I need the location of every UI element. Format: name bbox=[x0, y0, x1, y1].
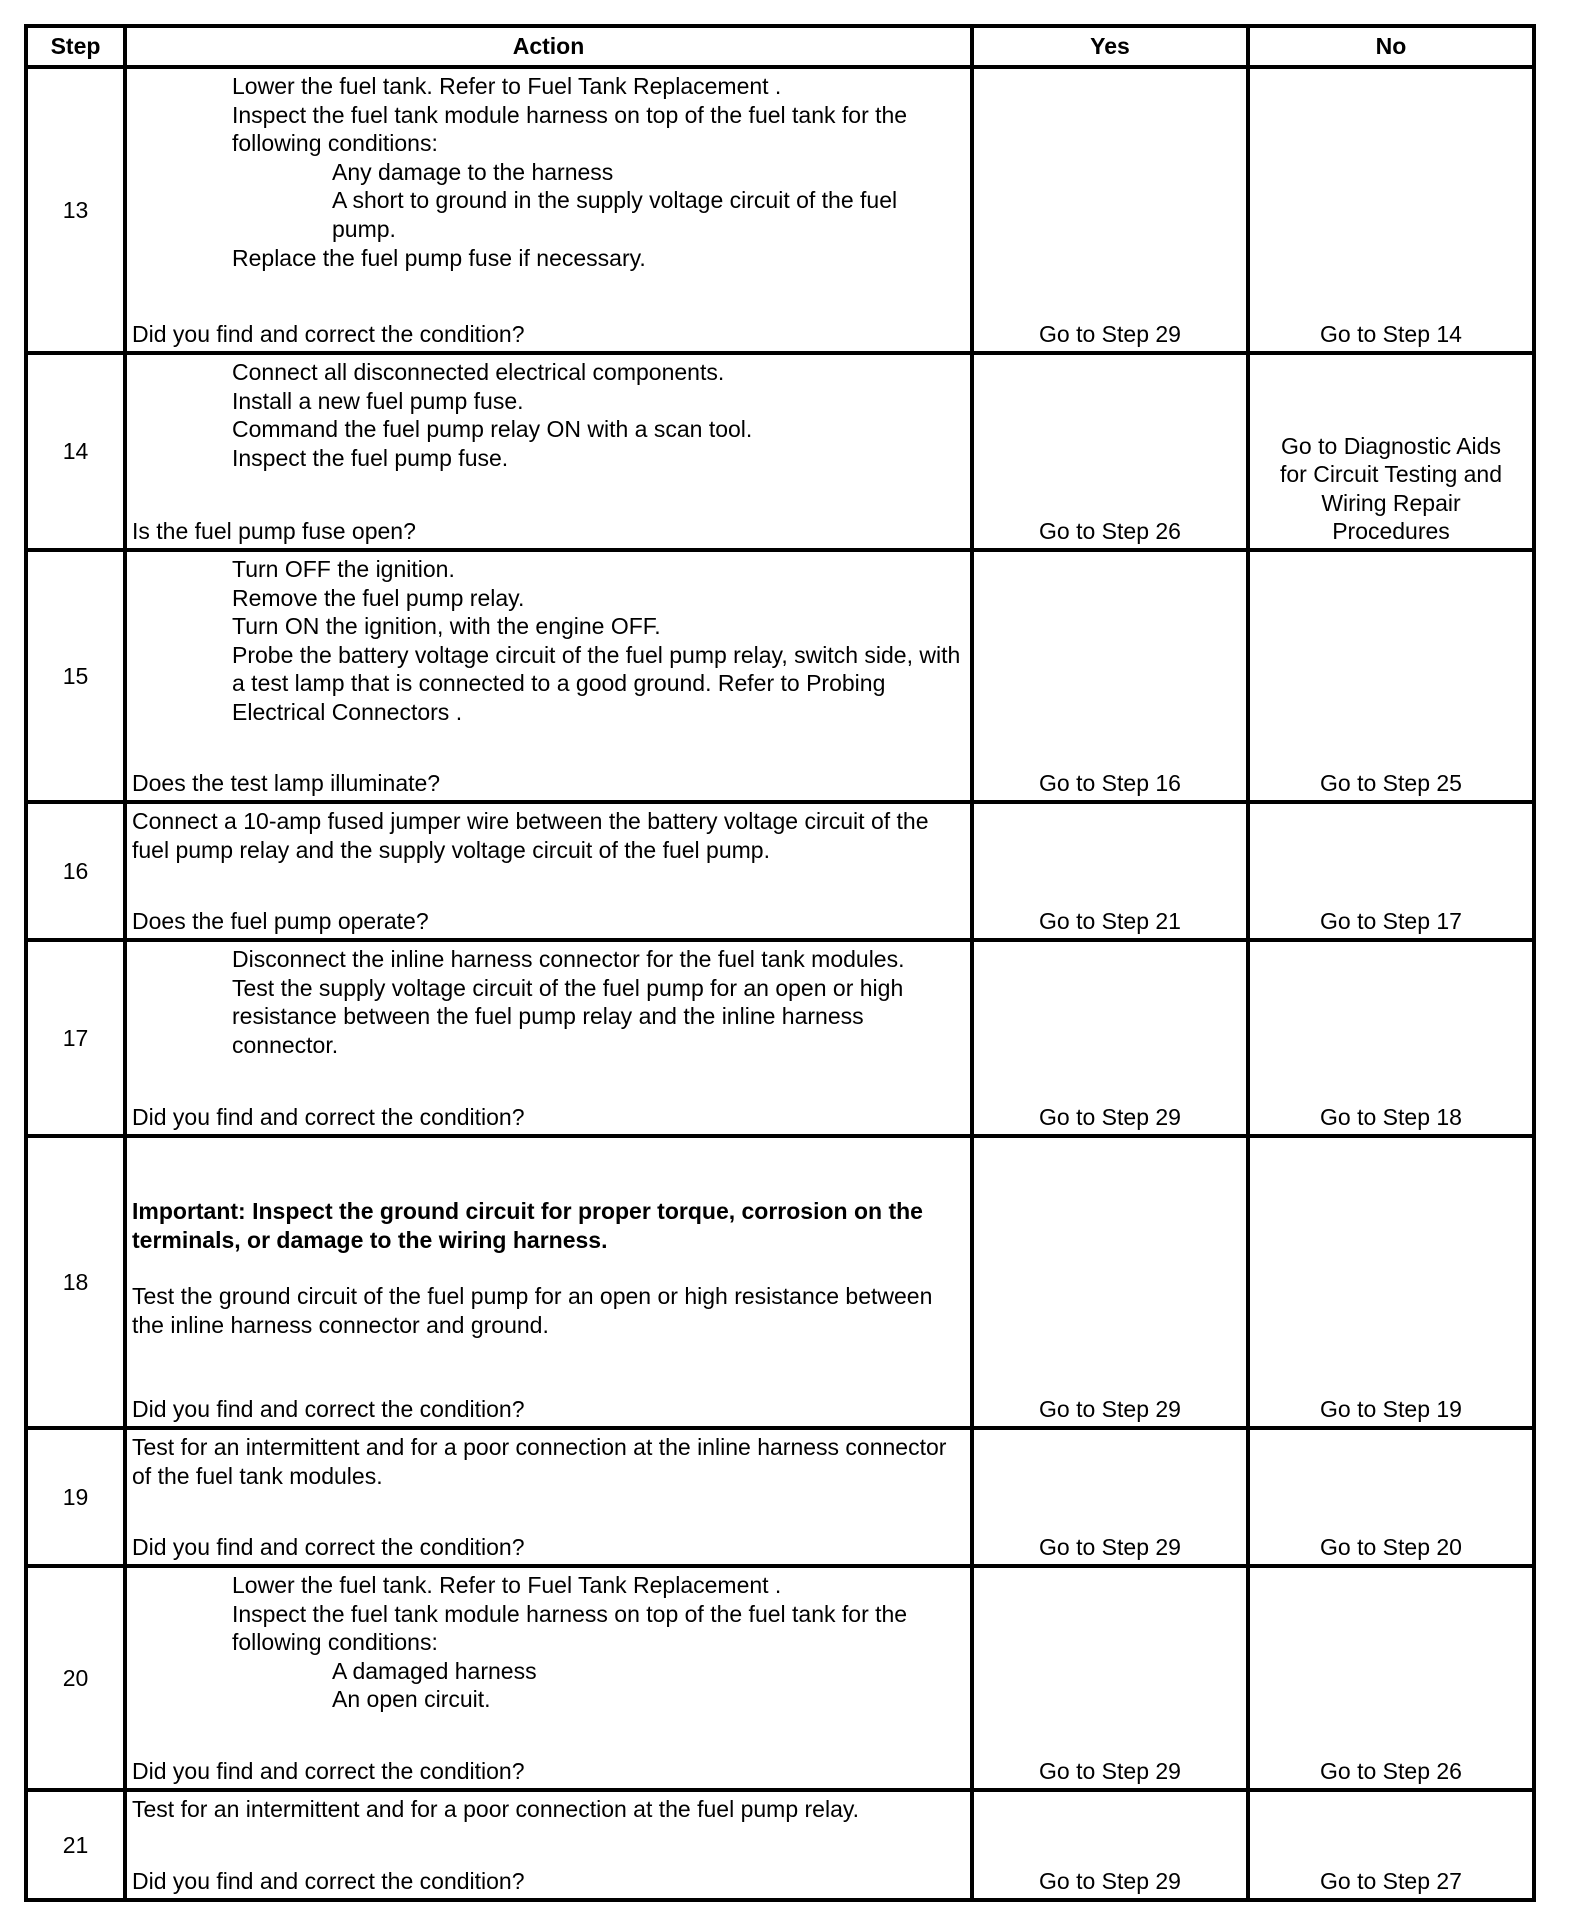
no-cell: Go to Step 20 bbox=[1248, 1428, 1534, 1566]
yes-cell: Go to Step 29 bbox=[972, 1790, 1248, 1900]
action-cell bbox=[125, 1136, 972, 1428]
action-question: Does the test lamp illuminate? bbox=[132, 770, 441, 797]
diagnostic-table bbox=[24, 24, 1536, 1902]
yes-cell: Go to Step 16 bbox=[972, 550, 1248, 802]
no-line: Go to Diagnostic Aids bbox=[1281, 432, 1501, 459]
action-subline: A damaged harness bbox=[332, 1657, 537, 1684]
action-line: Inspect the fuel tank module harness on top of the fuel tank for the following conditions: bbox=[232, 101, 908, 157]
step-number: 17 bbox=[26, 940, 125, 1136]
no-cell: Go to Step 17 bbox=[1248, 802, 1534, 940]
action-line: Lower the fuel tank. Refer to Fuel Tank Replacement . bbox=[232, 1572, 782, 1598]
step-row-19 bbox=[26, 1428, 1534, 1566]
action-cell bbox=[125, 1428, 972, 1566]
step-row-21 bbox=[26, 1790, 1534, 1900]
action-line: Test the supply voltage circuit of the fuel pump for an open or high resistance between the fuel pump relay and the inline harness connector. bbox=[232, 974, 904, 1058]
no-cell: Go to Step 26 bbox=[1248, 1566, 1534, 1790]
action-line: Turn OFF the ignition. bbox=[232, 556, 455, 582]
action-line: Test for an intermittent and for a poor connection at the fuel pump relay. bbox=[132, 1796, 860, 1822]
action-subline: A short to ground in the supply voltage circuit of the fuel pump. bbox=[332, 187, 898, 242]
step-row-15 bbox=[26, 550, 1534, 802]
yes-cell: Go to Step 29 bbox=[972, 1136, 1248, 1428]
step-number: 18 bbox=[26, 1136, 125, 1428]
no-cell: Go to Step 18 bbox=[1248, 940, 1534, 1136]
header-no: No bbox=[1248, 26, 1534, 67]
step-row-14 bbox=[26, 353, 1534, 550]
step-number: 13 bbox=[26, 67, 125, 353]
action-line: Remove the fuel pump relay. bbox=[232, 584, 525, 611]
action-question: Did you find and correct the condition? bbox=[132, 1104, 525, 1131]
action-line: Command the fuel pump relay ON with a scan tool. bbox=[232, 416, 753, 443]
action-line: Test the ground circuit of the fuel pump for an open or high resistance between the inline harness connector and ground. bbox=[132, 1283, 933, 1338]
yes-cell: Go to Step 26 bbox=[972, 353, 1248, 550]
action-question: Does the fuel pump operate? bbox=[132, 908, 429, 935]
action-question: Is the fuel pump fuse open? bbox=[132, 518, 416, 545]
action-line: Probe the battery voltage circuit of the fuel pump relay, switch side, with a test lamp that is connected to a good ground. Refer to Probing Electrical Connectors . bbox=[232, 641, 961, 725]
header-yes: Yes bbox=[972, 26, 1248, 67]
step-row-16 bbox=[26, 802, 1534, 940]
header-row bbox=[26, 26, 1534, 67]
action-cell bbox=[125, 802, 972, 940]
action-line: Replace the fuel pump fuse if necessary. bbox=[232, 244, 646, 271]
step-row-18 bbox=[26, 1136, 1534, 1428]
action-line: Inspect the fuel tank module harness on top of the fuel tank for the following conditions: bbox=[232, 1600, 908, 1656]
action-question: Did you find and correct the condition? bbox=[132, 321, 525, 348]
step-number: 14 bbox=[26, 353, 125, 550]
no-cell: Go to Step 25 bbox=[1248, 550, 1534, 802]
action-cell bbox=[125, 353, 972, 550]
action-question: Did you find and correct the condition? bbox=[132, 1868, 525, 1895]
step-row-17 bbox=[26, 940, 1534, 1136]
header-step: Step bbox=[26, 26, 125, 67]
action-question: Did you find and correct the condition? bbox=[132, 1396, 525, 1423]
no-cell: Go to Step 19 bbox=[1248, 1136, 1534, 1428]
action-line: Disconnect the inline harness connector for the fuel tank modules. bbox=[232, 946, 905, 972]
action-question: Did you find and correct the condition? bbox=[132, 1534, 525, 1561]
step-row-13 bbox=[26, 67, 1534, 353]
action-cell bbox=[125, 1790, 972, 1900]
action-line: Install a new fuel pump fuse. bbox=[232, 387, 524, 414]
step-number: 15 bbox=[26, 550, 125, 802]
action-line: Connect a 10-amp fused jumper wire between the battery voltage circuit of the fuel pump relay and the supply voltage circuit of the fuel pump. bbox=[132, 808, 929, 863]
no-cell bbox=[1248, 353, 1534, 550]
no-line: for Circuit Testing and bbox=[1279, 461, 1502, 488]
action-cell bbox=[125, 1566, 972, 1790]
action-question: Did you find and correct the condition? bbox=[132, 1758, 525, 1785]
action-line: Inspect the fuel pump fuse. bbox=[232, 444, 509, 471]
action-subline: An open circuit. bbox=[332, 1686, 491, 1713]
action-line: Lower the fuel tank. Refer to Fuel Tank Replacement . bbox=[232, 73, 782, 99]
step-number: 20 bbox=[26, 1566, 125, 1790]
yes-cell: Go to Step 29 bbox=[972, 940, 1248, 1136]
action-line: Turn ON the ignition, with the engine OFF. bbox=[232, 613, 661, 640]
important-note: Important: Inspect the ground circuit for proper torque, corrosion on the terminals, or damage to the wiring harness. bbox=[132, 1198, 923, 1253]
action-cell bbox=[125, 940, 972, 1136]
yes-cell: Go to Step 21 bbox=[972, 802, 1248, 940]
yes-cell: Go to Step 29 bbox=[972, 1566, 1248, 1790]
yes-cell: Go to Step 29 bbox=[972, 67, 1248, 353]
step-number: 19 bbox=[26, 1428, 125, 1566]
no-cell: Go to Step 14 bbox=[1248, 67, 1534, 353]
action-line: Connect all disconnected electrical components. bbox=[232, 359, 725, 385]
action-subline: Any damage to the harness bbox=[332, 158, 614, 185]
step-row-20 bbox=[26, 1566, 1534, 1790]
action-cell bbox=[125, 67, 972, 353]
yes-cell: Go to Step 29 bbox=[972, 1428, 1248, 1566]
action-cell bbox=[125, 550, 972, 802]
header-action: Action bbox=[125, 26, 972, 67]
step-number: 16 bbox=[26, 802, 125, 940]
step-number: 21 bbox=[26, 1790, 125, 1900]
no-line: Procedures bbox=[1332, 518, 1450, 545]
no-line: Wiring Repair bbox=[1321, 489, 1461, 516]
no-cell: Go to Step 27 bbox=[1248, 1790, 1534, 1900]
action-line: Test for an intermittent and for a poor connection at the inline harness connector of the fuel tank modules. bbox=[132, 1434, 947, 1489]
